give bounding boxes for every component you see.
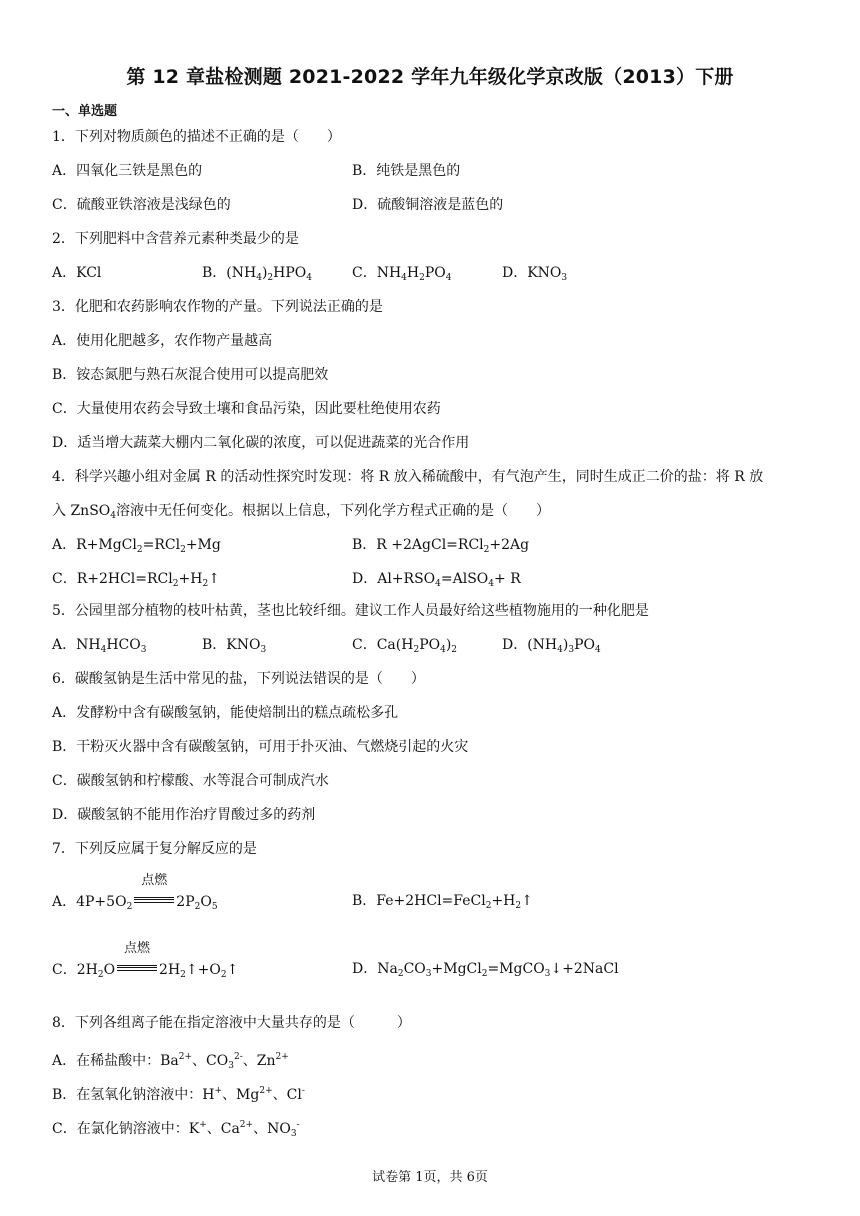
q4-stem-part-a: 入 ZnSO <box>52 503 111 519</box>
q2-option-c: C．$NH_4H_2PO_4$ <box>352 265 452 283</box>
reaction-condition-arrow <box>132 873 176 906</box>
q7-option-d: D．$Na_2CO_3+MgCl_2=MgCO_3↓+2NaCl$ <box>352 961 619 979</box>
reaction-condition-label: 点燃 <box>141 873 168 888</box>
question-5-stem: 5．公园里部分植物的枝叶枯黄，茎也比较纤细。建议工作人员最好给这些植物施用的一种化肥是 <box>52 603 649 619</box>
q2-option-d: D．$KNO_3$ <box>502 265 568 283</box>
page-footer: 试卷第 1页，共 6页 <box>372 1170 488 1185</box>
q8-option-c-prefix: C．在氯化钠溶液中： <box>52 1121 189 1137</box>
q2-option-a: A．KCl <box>52 265 102 281</box>
q3-option-a: A．使用化肥越多，农作物产量越高 <box>52 333 273 349</box>
question-6-stem: 6．碳酸氢钠是生活中常见的盐，下列说法错误的是（ ） <box>52 671 425 687</box>
question-1-stem: 1．下列对物质颜色的描述不正确的是（ ） <box>52 129 341 145</box>
q8-option-c: C．在氯化钠溶液中：K+、$Ca^{2+}$、$NO_3^-$ <box>52 1120 300 1139</box>
q7-option-b: B．$Fe+2HCl=FeCl_2+H_2↑$ <box>352 893 533 911</box>
q6-option-d: D．碳酸氢钠不能用作治疗胃酸过多的药剂 <box>52 807 316 823</box>
q8-option-a-prefix: A．在稀盐酸中： <box>52 1053 161 1069</box>
q7-option-a: A．$4P+5O_2$ 点燃 $2P_2O_5$ <box>52 873 218 912</box>
question-4-stem-line2: 入 ZnSO$_4$溶液中无任何变化。根据以上信息，下列化学方程式正确的是（ ） <box>52 503 550 521</box>
q4-option-d: D．$Al+RSO_4=AlSO_4+ R$ <box>352 571 521 589</box>
q6-option-c: C．碳酸氢钠和柠檬酸、水等混合可制成汽水 <box>52 773 329 789</box>
q2-option-b: B．$(NH_4)_2HPO_4$ <box>202 265 312 283</box>
q4-option-a: A．R+MgCl$_2$=RCl$_2$+Mg <box>52 537 221 555</box>
q3-option-d: D．适当增大蔬菜大棚内二氧化碳的浓度，可以促进蔬菜的光合作用 <box>52 435 470 451</box>
q8-option-b-prefix: B．在氢氧化钠溶液中： <box>52 1087 203 1103</box>
page-title: 第 12 章盐检测题 2021-2022 学年九年级化学京改版（2013）下册 <box>126 66 734 88</box>
q3-option-b: B．铵态氮肥与熟石灰混合使用可以提高肥效 <box>52 367 329 383</box>
q3-option-c: C．大量使用农药会导致土壤和食品污染，因此要杜绝使用农药 <box>52 401 441 417</box>
q4-option-c: C．$R+2HCl=RCl_2+H_2↑$ <box>52 571 220 589</box>
q8-option-a: A．在稀盐酸中：$Ba^{2+}$、$CO_3^{2-}$、$Zn^{2+}$ <box>52 1052 289 1071</box>
q5-option-a: A．$NH_4HCO_3$ <box>52 637 147 655</box>
q5-option-d: D．$(NH_4)_3PO_4$ <box>502 637 601 655</box>
q6-option-b: B．干粉灭火器中含有碳酸氢钠，可用于扑灭油、气燃烧引起的火灾 <box>52 739 469 755</box>
section-heading: 一、单选题 <box>52 104 118 119</box>
q1-option-c: C．硫酸亚铁溶液是浅绿色的 <box>52 197 231 213</box>
q1-option-a: A．四氧化三铁是黑色的 <box>52 163 203 179</box>
reaction-condition-arrow <box>115 941 159 974</box>
q1-option-b: B．纯铁是黑色的 <box>352 163 461 179</box>
q8-option-b: B．在氢氧化钠溶液中：H+、$Mg^{2+}$、Cl- <box>52 1086 305 1103</box>
question-3-stem: 3．化肥和农药影响农作物的产量。下列说法正确的是 <box>52 299 383 315</box>
q5-option-c: C．$Ca(H_2PO_4)_2$ <box>352 637 458 655</box>
q1-option-d: D．硫酸铜溶液是蓝色的 <box>352 197 504 213</box>
reaction-condition-label: 点燃 <box>124 941 151 956</box>
question-4-stem-line1: 4．科学兴趣小组对金属 R 的活动性探究时发现：将 R 放入稀硫酸中，有气泡产生，同时生成正二价的盐：将 R 放 <box>52 469 764 485</box>
question-8-stem: 8．下列各组离子能在指定溶液中大量共存的是（ ） <box>52 1015 411 1031</box>
question-7-stem: 7．下列反应属于复分解反应的是 <box>52 841 257 857</box>
q4-stem-part-b: 溶液中无任何变化。根据以上信息，下列化学方程式正确的是（ ） <box>116 503 550 519</box>
question-2-stem: 2．下列肥料中含营养元素种类最少的是 <box>52 231 299 247</box>
q5-option-b: B．$KNO_3$ <box>202 637 267 655</box>
q4-option-b: B．R +2AgCl=RCl$_2$+2Ag <box>352 537 530 555</box>
q7-option-c: C．$2H_2O$ 点燃 $2H_2↑+O_2↑$ <box>52 941 239 980</box>
q6-option-a: A．发酵粉中含有碳酸氢钠，能使焙制出的糕点疏松多孔 <box>52 705 399 721</box>
